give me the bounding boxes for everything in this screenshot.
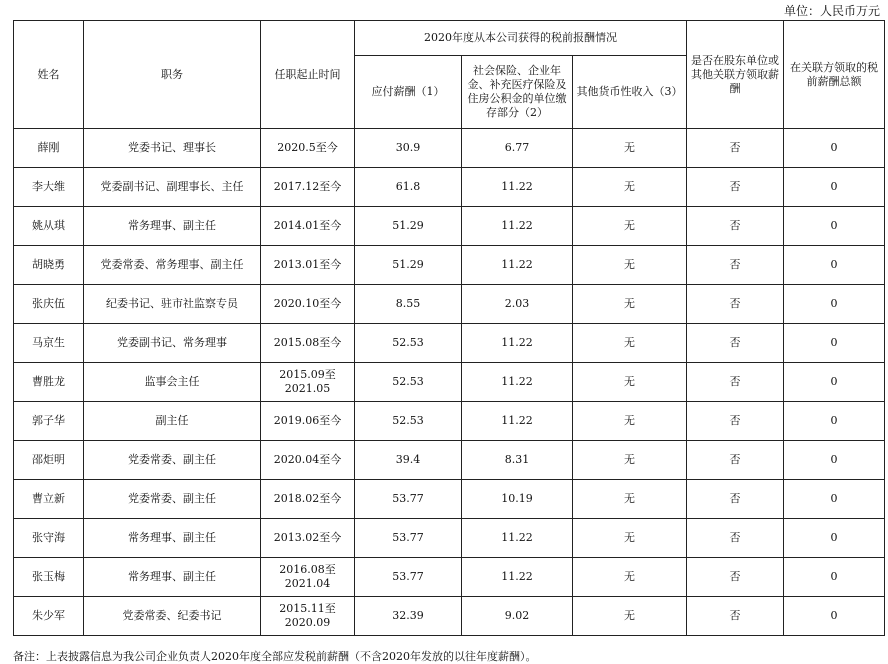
header-position: 职务	[84, 21, 261, 129]
term-cell: 2015.09至2021.05	[261, 363, 355, 402]
insurance-cell: 11.22	[462, 207, 573, 246]
table-row	[14, 324, 885, 363]
term-cell: 2019.06至今	[261, 402, 355, 441]
position-cell: 党委常委、副主任	[84, 441, 261, 480]
other-income-cell: 无	[573, 363, 687, 402]
related-total-cell: 0	[784, 129, 885, 168]
shareholder-pay-cell: 否	[687, 246, 784, 285]
related-total-cell: 0	[784, 480, 885, 519]
shareholder-pay-cell: 否	[687, 129, 784, 168]
shareholder-pay-cell: 否	[687, 519, 784, 558]
table-row	[14, 597, 885, 636]
name-cell: 薛刚	[14, 129, 84, 168]
name-cell: 朱少军	[14, 597, 84, 636]
name-cell: 马京生	[14, 324, 84, 363]
salary-cell: 53.77	[355, 558, 462, 597]
other-income-cell: 无	[573, 558, 687, 597]
header-related-total: 在关联方领取的税前薪酬总额	[784, 21, 885, 129]
insurance-cell: 11.22	[462, 246, 573, 285]
shareholder-pay-cell: 否	[687, 168, 784, 207]
insurance-cell: 2.03	[462, 285, 573, 324]
term-cell: 2013.01至今	[261, 246, 355, 285]
insurance-cell: 11.22	[462, 363, 573, 402]
term-cell: 2015.08至今	[261, 324, 355, 363]
other-income-cell: 无	[573, 441, 687, 480]
other-income-cell: 无	[573, 597, 687, 636]
insurance-cell: 11.22	[462, 324, 573, 363]
term-cell: 2020.5至今	[261, 129, 355, 168]
table-row	[14, 168, 885, 207]
insurance-cell: 9.02	[462, 597, 573, 636]
shareholder-pay-cell: 否	[687, 324, 784, 363]
term-cell: 2020.10至今	[261, 285, 355, 324]
table-row	[14, 246, 885, 285]
other-income-cell: 无	[573, 207, 687, 246]
other-income-cell: 无	[573, 285, 687, 324]
footnote: 备注：上表披露信息为我公司企业负责人2020年度全部应发税前薪酬（不含2020年发放的以往年度薪酬）。	[13, 650, 537, 663]
related-total-cell: 0	[784, 246, 885, 285]
name-cell: 张守海	[14, 519, 84, 558]
position-cell: 常务理事、副主任	[84, 558, 261, 597]
shareholder-pay-cell: 否	[687, 207, 784, 246]
table-row	[14, 285, 885, 324]
salary-cell: 8.55	[355, 285, 462, 324]
table-row	[14, 480, 885, 519]
salary-cell: 51.29	[355, 207, 462, 246]
insurance-cell: 11.22	[462, 168, 573, 207]
related-total-cell: 0	[784, 363, 885, 402]
related-total-cell: 0	[784, 168, 885, 207]
other-income-cell: 无	[573, 402, 687, 441]
name-cell: 郭子华	[14, 402, 84, 441]
related-total-cell: 0	[784, 558, 885, 597]
other-income-cell: 无	[573, 480, 687, 519]
term-cell: 2016.08至2021.04	[261, 558, 355, 597]
name-cell: 邵炬明	[14, 441, 84, 480]
insurance-cell: 6.77	[462, 129, 573, 168]
name-cell: 姚从琪	[14, 207, 84, 246]
insurance-cell: 8.31	[462, 441, 573, 480]
related-total-cell: 0	[784, 324, 885, 363]
insurance-cell: 11.22	[462, 519, 573, 558]
salary-cell: 51.29	[355, 246, 462, 285]
salary-cell: 52.53	[355, 402, 462, 441]
salary-cell: 32.39	[355, 597, 462, 636]
related-total-cell: 0	[784, 207, 885, 246]
salary-cell: 52.53	[355, 324, 462, 363]
other-income-cell: 无	[573, 129, 687, 168]
salary-cell: 53.77	[355, 519, 462, 558]
salary-cell: 30.9	[355, 129, 462, 168]
name-cell: 张庆伍	[14, 285, 84, 324]
shareholder-pay-cell: 否	[687, 558, 784, 597]
related-total-cell: 0	[784, 597, 885, 636]
table-row	[14, 207, 885, 246]
salary-cell: 52.53	[355, 363, 462, 402]
other-income-cell: 无	[573, 168, 687, 207]
table-row	[14, 402, 885, 441]
table-row	[14, 558, 885, 597]
table-row	[14, 129, 885, 168]
term-cell: 2015.11至2020.09	[261, 597, 355, 636]
position-cell: 党委副书记、副理事长、主任	[84, 168, 261, 207]
position-cell: 监事会主任	[84, 363, 261, 402]
term-cell: 2013.02至今	[261, 519, 355, 558]
shareholder-pay-cell: 否	[687, 480, 784, 519]
position-cell: 党委常委、常务理事、副主任	[84, 246, 261, 285]
insurance-cell: 11.22	[462, 558, 573, 597]
shareholder-pay-cell: 否	[687, 441, 784, 480]
salary-cell: 61.8	[355, 168, 462, 207]
shareholder-pay-cell: 否	[687, 285, 784, 324]
position-cell: 党委书记、理事长	[84, 129, 261, 168]
related-total-cell: 0	[784, 441, 885, 480]
header-insurance: 社会保险、企业年金、补充医疗保险及住房公积金的单位缴存部分（2）	[462, 56, 573, 129]
salary-cell: 39.4	[355, 441, 462, 480]
name-cell: 李大维	[14, 168, 84, 207]
position-cell: 党委副书记、常务理事	[84, 324, 261, 363]
position-cell: 副主任	[84, 402, 261, 441]
table-row	[14, 441, 885, 480]
position-cell: 纪委书记、驻市社监察专员	[84, 285, 261, 324]
header-shareholder-pay: 是否在股东单位或其他关联方领取薪酬	[687, 21, 784, 129]
name-cell: 张玉梅	[14, 558, 84, 597]
insurance-cell: 10.19	[462, 480, 573, 519]
header-other-income: 其他货币性收入（3）	[573, 56, 687, 129]
related-total-cell: 0	[784, 519, 885, 558]
related-total-cell: 0	[784, 402, 885, 441]
unit-label: 单位：人民币万元	[783, 4, 880, 18]
header-term: 任职起止时间	[261, 21, 355, 129]
salary-cell: 53.77	[355, 480, 462, 519]
name-cell: 曹胜龙	[14, 363, 84, 402]
shareholder-pay-cell: 否	[687, 597, 784, 636]
other-income-cell: 无	[573, 519, 687, 558]
other-income-cell: 无	[573, 324, 687, 363]
table-row	[14, 519, 885, 558]
position-cell: 党委常委、副主任	[84, 480, 261, 519]
position-cell: 党委常委、纪委书记	[84, 597, 261, 636]
shareholder-pay-cell: 否	[687, 402, 784, 441]
compensation-table	[13, 20, 885, 636]
position-cell: 常务理事、副主任	[84, 207, 261, 246]
shareholder-pay-cell: 否	[687, 363, 784, 402]
header-pretax-group: 2020年度从本公司获得的税前报酬情况	[355, 21, 687, 56]
term-cell: 2017.12至今	[261, 168, 355, 207]
header-name: 姓名	[14, 21, 84, 129]
related-total-cell: 0	[784, 285, 885, 324]
table-row	[14, 363, 885, 402]
term-cell: 2020.04至今	[261, 441, 355, 480]
position-cell: 常务理事、副主任	[84, 519, 261, 558]
name-cell: 曹立新	[14, 480, 84, 519]
header-salary: 应付薪酬（1）	[355, 56, 462, 129]
term-cell: 2014.01至今	[261, 207, 355, 246]
insurance-cell: 11.22	[462, 402, 573, 441]
name-cell: 胡晓勇	[14, 246, 84, 285]
term-cell: 2018.02至今	[261, 480, 355, 519]
other-income-cell: 无	[573, 246, 687, 285]
